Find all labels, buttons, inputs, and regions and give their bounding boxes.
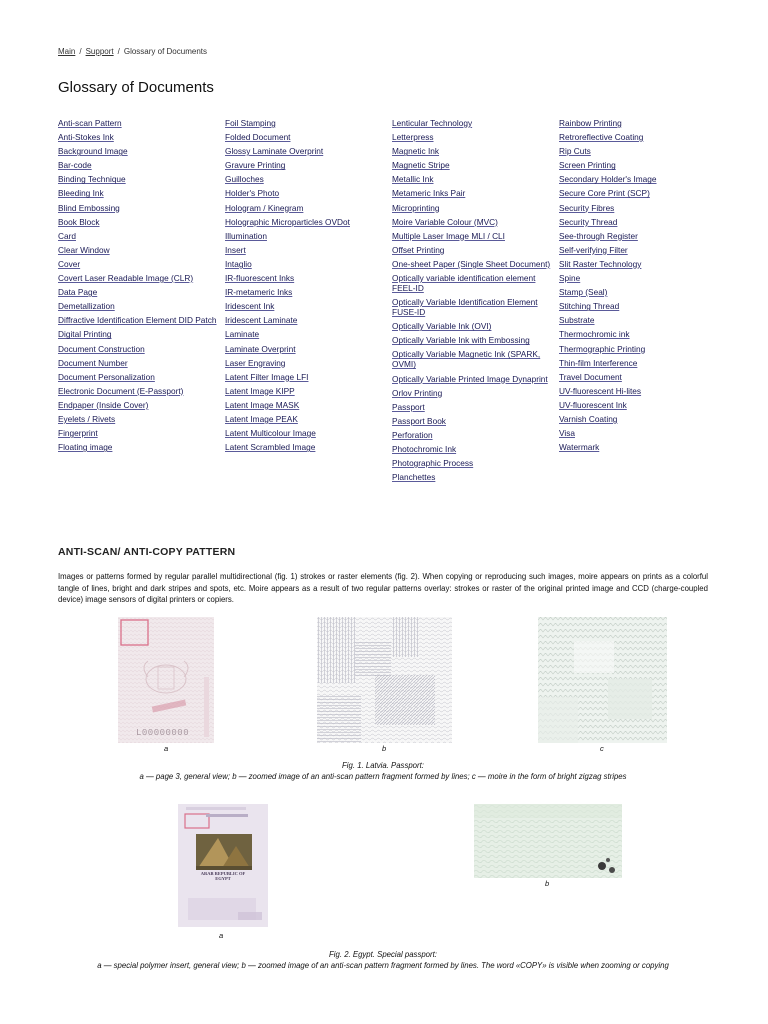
- glossary-link[interactable]: Magnetic Ink: [392, 146, 440, 157]
- glossary-link[interactable]: Photographic Process: [392, 458, 474, 469]
- section-title: ANTI-SCAN/ ANTI-COPY PATTERN: [58, 546, 236, 558]
- glossary-link[interactable]: Eyelets / Rivets: [58, 413, 116, 424]
- glossary-link[interactable]: Rip Cuts: [559, 146, 591, 157]
- glossary-item[interactable]: [225, 245, 385, 255]
- glossary-link[interactable]: Microprinting: [392, 202, 440, 213]
- glossary-link[interactable]: Spine: [559, 273, 581, 284]
- glossary-link[interactable]: UV-fluorescent Ink: [559, 399, 627, 410]
- glossary-link[interactable]: Metallic Ink: [392, 174, 434, 185]
- glossary-item[interactable]: [392, 472, 552, 482]
- glossary-link[interactable]: Fingerprint: [58, 428, 98, 439]
- figure-1-caption-text: a — page 3, general view; b — zoomed image of an anti-scan pattern fragment formed by lines; c — moire in the form of bright zigzag stripes: [139, 771, 627, 781]
- glossary-item[interactable]: [225, 315, 385, 325]
- highlight-box: [185, 814, 209, 828]
- glossary-item[interactable]: [225, 386, 385, 396]
- glossary-link[interactable]: Optically Variable Identification Element FUSE-ID: [392, 297, 538, 318]
- glossary-link[interactable]: Latent Multicolour Image: [225, 428, 316, 439]
- glossary-column-3: [392, 118, 552, 486]
- glossary-item[interactable]: [559, 400, 719, 410]
- glossary-item[interactable]: [559, 259, 719, 269]
- glossary-link[interactable]: Visa: [559, 428, 575, 439]
- glossary-item[interactable]: [559, 287, 719, 297]
- breadcrumb-main-link[interactable]: Main: [58, 47, 76, 56]
- glossary-link[interactable]: Passport Book: [392, 415, 446, 426]
- glossary-link[interactable]: Latent Filter Image LFI: [225, 371, 309, 382]
- glossary-item[interactable]: [58, 386, 218, 396]
- glossary-item[interactable]: [392, 203, 552, 213]
- glossary-link[interactable]: Guilloches: [225, 174, 264, 185]
- glossary-item[interactable]: [392, 146, 552, 156]
- figure-1-caption-title: Fig. 1. Latvia. Passport:: [342, 761, 424, 770]
- glossary-item[interactable]: [225, 217, 385, 227]
- glossary-item[interactable]: [225, 287, 385, 297]
- glossary-item[interactable]: [58, 329, 218, 339]
- glossary-link[interactable]: Insert: [225, 244, 246, 255]
- pyramids-emblem: [196, 834, 252, 870]
- glossary-link[interactable]: Floating image: [58, 442, 113, 453]
- glossary-link[interactable]: Substrate: [559, 315, 595, 326]
- country-text: ARAB REPUBLIC OF EGYPT: [200, 871, 246, 881]
- glossary-item[interactable]: [58, 442, 218, 452]
- glossary-item[interactable]: [392, 388, 552, 398]
- glossary-link[interactable]: Laminate Overprint: [225, 343, 296, 354]
- figure-1a-label: a: [164, 744, 169, 753]
- glossary-item[interactable]: [225, 188, 385, 198]
- glossary-link[interactable]: Diffractive Identification Element DID Patch: [58, 315, 217, 326]
- glossary-item[interactable]: [392, 458, 552, 468]
- glossary-item[interactable]: [392, 259, 552, 269]
- glossary-item[interactable]: [392, 217, 552, 227]
- glossary-item[interactable]: [58, 287, 218, 297]
- glossary-item[interactable]: [392, 174, 552, 184]
- glossary-link[interactable]: Bar-code: [58, 160, 92, 171]
- glossary-link[interactable]: Multiple Laser Image MLI / CLI: [392, 230, 505, 241]
- glossary-link[interactable]: Metameric Inks Pair: [392, 188, 466, 199]
- glossary-item[interactable]: [559, 245, 719, 255]
- glossary-item[interactable]: [559, 203, 719, 213]
- glossary-link[interactable]: Folded Document: [225, 132, 291, 143]
- glossary-link[interactable]: Anti-scan Pattern: [58, 118, 122, 128]
- figure-1a-passport-image: [118, 617, 214, 743]
- glossary-link[interactable]: Lenticular Technology: [392, 118, 473, 128]
- glossary-item[interactable]: [58, 160, 218, 170]
- glossary-link[interactable]: Optically Variable Magnetic Ink (SPARK, OVMI): [392, 349, 541, 370]
- glossary-item[interactable]: [58, 273, 218, 283]
- glossary-link[interactable]: Laser Engraving: [225, 357, 286, 368]
- glossary-item[interactable]: [559, 231, 719, 241]
- glossary-item[interactable]: [225, 414, 385, 424]
- glossary-link[interactable]: Hologram / Kinegram: [225, 202, 304, 213]
- glossary-link[interactable]: IR-metameric Inks: [225, 287, 293, 298]
- glossary-item[interactable]: [559, 118, 719, 128]
- glossary-link[interactable]: Document Number: [58, 357, 128, 368]
- glossary-link[interactable]: Retroreflective Coating: [559, 132, 644, 143]
- glossary-item[interactable]: [225, 118, 385, 128]
- glossary-link[interactable]: Screen Printing: [559, 160, 616, 171]
- glossary-item[interactable]: [559, 386, 719, 396]
- glossary-link[interactable]: Thin-film Interference: [559, 357, 638, 368]
- glossary-link[interactable]: Thermochromic ink: [559, 329, 630, 340]
- glossary-link[interactable]: Digital Printing: [58, 329, 112, 340]
- glossary-item[interactable]: [559, 329, 719, 339]
- glossary-link[interactable]: Background Image: [58, 146, 128, 157]
- glossary-link[interactable]: Rainbow Printing: [559, 118, 622, 128]
- glossary-link[interactable]: Optically Variable Printed Image Dynaprint: [392, 373, 548, 384]
- glossary-item[interactable]: [559, 217, 719, 227]
- glossary-link[interactable]: One-sheet Paper (Single Sheet Document): [392, 258, 551, 269]
- glossary-item[interactable]: [559, 160, 719, 170]
- figure-2a-insert-image: [178, 804, 268, 927]
- figure-2a-label: a: [219, 931, 224, 940]
- glossary-link[interactable]: Document Personalization: [58, 371, 155, 382]
- glossary-link[interactable]: Optically Variable Ink (OVI): [392, 321, 492, 332]
- glossary-item[interactable]: [559, 301, 719, 311]
- glossary-item[interactable]: [225, 273, 385, 283]
- glossary-link[interactable]: Blind Embossing: [58, 202, 120, 213]
- glossary-link[interactable]: Clear Window: [58, 244, 110, 255]
- glossary-item[interactable]: [58, 245, 218, 255]
- page-title: Glossary of Documents: [58, 79, 214, 96]
- glossary-link[interactable]: Intaglio: [225, 258, 252, 269]
- glossary-item[interactable]: [225, 146, 385, 156]
- glossary-item[interactable]: [225, 132, 385, 142]
- glossary-link[interactable]: Holographic Microparticles OVDot: [225, 216, 350, 227]
- glossary-item[interactable]: [225, 203, 385, 213]
- glossary-link[interactable]: Photochromic Ink: [392, 443, 457, 454]
- glossary-link[interactable]: Letterpress: [392, 132, 434, 143]
- glossary-link[interactable]: Laminate: [225, 329, 260, 340]
- glossary-link[interactable]: Illumination: [225, 230, 267, 241]
- glossary-link[interactable]: Security Thread: [559, 216, 618, 227]
- glossary-link[interactable]: Card: [58, 230, 76, 241]
- glossary-item[interactable]: [392, 416, 552, 426]
- glossary-link[interactable]: See-through Register: [559, 230, 638, 241]
- glossary-item[interactable]: [58, 315, 218, 325]
- glossary-item[interactable]: [58, 428, 218, 438]
- glossary-item[interactable]: [559, 174, 719, 184]
- figure-1-caption: [58, 761, 708, 782]
- glossary-item[interactable]: [392, 402, 552, 412]
- glossary-link[interactable]: Stamp (Seal): [559, 287, 608, 298]
- glossary-item[interactable]: [225, 358, 385, 368]
- glossary-link[interactable]: Data Page: [58, 287, 98, 298]
- glossary-link[interactable]: Cover: [58, 258, 81, 269]
- glossary-link[interactable]: Security Fibres: [559, 202, 615, 213]
- glossary-item[interactable]: [225, 442, 385, 452]
- glossary-link[interactable]: Passport: [392, 401, 425, 412]
- glossary-item[interactable]: [392, 188, 552, 198]
- glossary-item[interactable]: [559, 315, 719, 325]
- glossary-link[interactable]: IR-fluorescent Inks: [225, 273, 295, 284]
- glossary-link[interactable]: UV-fluorescent Hi-lites: [559, 385, 642, 396]
- glossary-item[interactable]: [225, 400, 385, 410]
- glossary-link[interactable]: Watermark: [559, 442, 600, 453]
- breadcrumb-separator: /: [117, 47, 120, 56]
- glossary-item[interactable]: [58, 259, 218, 269]
- glossary-item[interactable]: [559, 372, 719, 382]
- glossary-link[interactable]: Thermographic Printing: [559, 343, 646, 354]
- figure-1b-line-pattern-image: [317, 617, 452, 743]
- glossary-link[interactable]: Stitching Thread: [559, 301, 620, 312]
- glossary-item[interactable]: [225, 231, 385, 241]
- glossary-link[interactable]: Covert Laser Readable Image (CLR): [58, 273, 194, 284]
- glossary-item[interactable]: [392, 118, 552, 128]
- glossary-item[interactable]: [58, 188, 218, 198]
- glossary-link[interactable]: Secure Core Print (SCP): [559, 188, 650, 199]
- breadcrumb-separator: /: [79, 47, 82, 56]
- glossary-item[interactable]: [392, 160, 552, 170]
- glossary-item[interactable]: [58, 231, 218, 241]
- glossary-link[interactable]: Latent Scrambled Image: [225, 442, 316, 453]
- glossary-link[interactable]: Orlov Printing: [392, 387, 443, 398]
- glossary-link[interactable]: Magnetic Stripe: [392, 160, 450, 171]
- glossary-item[interactable]: [225, 160, 385, 170]
- glossary-item[interactable]: [392, 374, 552, 384]
- glossary-item[interactable]: [392, 444, 552, 454]
- glossary-link[interactable]: Perforation: [392, 429, 433, 440]
- glossary-item[interactable]: [559, 273, 719, 283]
- glossary-item[interactable]: [559, 344, 719, 354]
- glossary-item[interactable]: [392, 321, 552, 331]
- passport-number: L00000000: [136, 728, 190, 738]
- breadcrumb-support-link[interactable]: Support: [85, 47, 114, 56]
- glossary-link[interactable]: Book Block: [58, 216, 100, 227]
- figure-2b-label: b: [545, 879, 550, 888]
- glossary-link[interactable]: Moire Variable Colour (MVC): [392, 216, 498, 227]
- glossary-link[interactable]: Holder's Photo: [225, 188, 280, 199]
- glossary-item[interactable]: [58, 174, 218, 184]
- glossary-link[interactable]: Glossy Laminate Overprint: [225, 146, 324, 157]
- glossary-link[interactable]: Gravure Printing: [225, 160, 286, 171]
- glossary-item[interactable]: [58, 344, 218, 354]
- glossary-column-4: [559, 118, 719, 456]
- figure-2-caption: [58, 950, 708, 971]
- glossary-item[interactable]: [225, 301, 385, 311]
- glossary-link[interactable]: Latent Image KIPP: [225, 385, 295, 396]
- glossary-item[interactable]: [58, 301, 218, 311]
- glossary-item[interactable]: [559, 132, 719, 142]
- glossary-link[interactable]: Optically Variable Ink with Embossing: [392, 335, 530, 346]
- glossary-link[interactable]: Anti-Stokes Ink: [58, 132, 114, 143]
- glossary-item[interactable]: [392, 273, 552, 293]
- glossary-item[interactable]: [559, 146, 719, 156]
- glossary-column-2: [225, 118, 385, 456]
- glossary-link[interactable]: Latent Image PEAK: [225, 413, 298, 424]
- glossary-item[interactable]: [58, 132, 218, 142]
- glossary-item[interactable]: [58, 118, 218, 128]
- glossary-item[interactable]: [58, 372, 218, 382]
- glossary-link[interactable]: Bleeding Ink: [58, 188, 104, 199]
- figure-2-caption-text: a — special polymer insert, general view; b — zoomed image of an anti-scan pattern fragment formed by lines. The word «COPY» is visible when zooming or copying: [97, 960, 669, 970]
- glossary-item[interactable]: [392, 245, 552, 255]
- glossary-item[interactable]: [392, 349, 552, 369]
- glossary-link[interactable]: Iridescent Laminate: [225, 315, 298, 326]
- glossary-link[interactable]: Document Construction: [58, 343, 145, 354]
- glossary-column-1: [58, 118, 218, 456]
- figure-2b-zoomed-pattern-image: [474, 804, 622, 878]
- glossary-link[interactable]: Electronic Document (E-Passport): [58, 385, 184, 396]
- glossary-link[interactable]: Travel Document: [559, 371, 622, 382]
- glossary-item[interactable]: [392, 231, 552, 241]
- glossary-item[interactable]: [559, 188, 719, 198]
- breadcrumb-current: Glossary of Documents: [123, 47, 207, 56]
- glossary-link[interactable]: Optically variable identification element FEEL-ID: [392, 273, 536, 294]
- glossary-item[interactable]: [225, 344, 385, 354]
- glossary-item[interactable]: [392, 335, 552, 345]
- glossary-item[interactable]: [58, 400, 218, 410]
- glossary-item[interactable]: [392, 297, 552, 317]
- glossary-link[interactable]: Planchettes: [392, 472, 436, 483]
- glossary-link[interactable]: Foil Stamping: [225, 118, 276, 128]
- glossary-item[interactable]: [559, 414, 719, 424]
- glossary-link[interactable]: Offset Printing: [392, 244, 445, 255]
- glossary-link[interactable]: Binding Technique: [58, 174, 126, 185]
- glossary-link[interactable]: Slit Raster Technology: [559, 258, 642, 269]
- glossary-item[interactable]: [559, 358, 719, 368]
- glossary-link[interactable]: Latent Image MASK: [225, 399, 300, 410]
- glossary-link[interactable]: Self-verifying Filter: [559, 244, 628, 255]
- glossary-item[interactable]: [559, 428, 719, 438]
- glossary-item[interactable]: [58, 217, 218, 227]
- glossary-link[interactable]: Secondary Holder's Image: [559, 174, 657, 185]
- glossary-item[interactable]: [392, 430, 552, 440]
- glossary-item[interactable]: [225, 174, 385, 184]
- glossary-item[interactable]: [58, 358, 218, 368]
- glossary-item[interactable]: [58, 414, 218, 424]
- glossary-item[interactable]: [58, 146, 218, 156]
- figure-2-caption-title: Fig. 2. Egypt. Special passport:: [329, 950, 437, 959]
- glossary-item[interactable]: [225, 259, 385, 269]
- breadcrumb: [58, 47, 207, 56]
- glossary-item[interactable]: [58, 203, 218, 213]
- glossary-link[interactable]: Endpaper (Inside Cover): [58, 399, 149, 410]
- glossary-link[interactable]: Varnish Coating: [559, 413, 618, 424]
- figure-1c-label: c: [600, 744, 604, 753]
- section-paragraph: Images or patterns formed by regular parallel multidirectional (fig. 1) strokes or raster elements (fig. 2). When copying or reproducing such images, moire appears on prints as a colorful tangle of lines, bright and dark stripes and spots, etc. Moire appears as a result of two regular patterns overlay: strokes or raster of the original printed image and CCD (charge-coupled device) image sensors of digital printers or copiers.: [58, 572, 708, 604]
- figure-1c-moire-image: [538, 617, 667, 743]
- glossary-item[interactable]: [225, 428, 385, 438]
- glossary-link[interactable]: Iridescent Ink: [225, 301, 275, 312]
- glossary-item[interactable]: [392, 132, 552, 142]
- glossary-item[interactable]: [225, 329, 385, 339]
- glossary-item[interactable]: [225, 372, 385, 382]
- glossary-link[interactable]: Demetallization: [58, 301, 115, 312]
- figure-1b-label: b: [382, 744, 387, 753]
- glossary-item[interactable]: [559, 442, 719, 452]
